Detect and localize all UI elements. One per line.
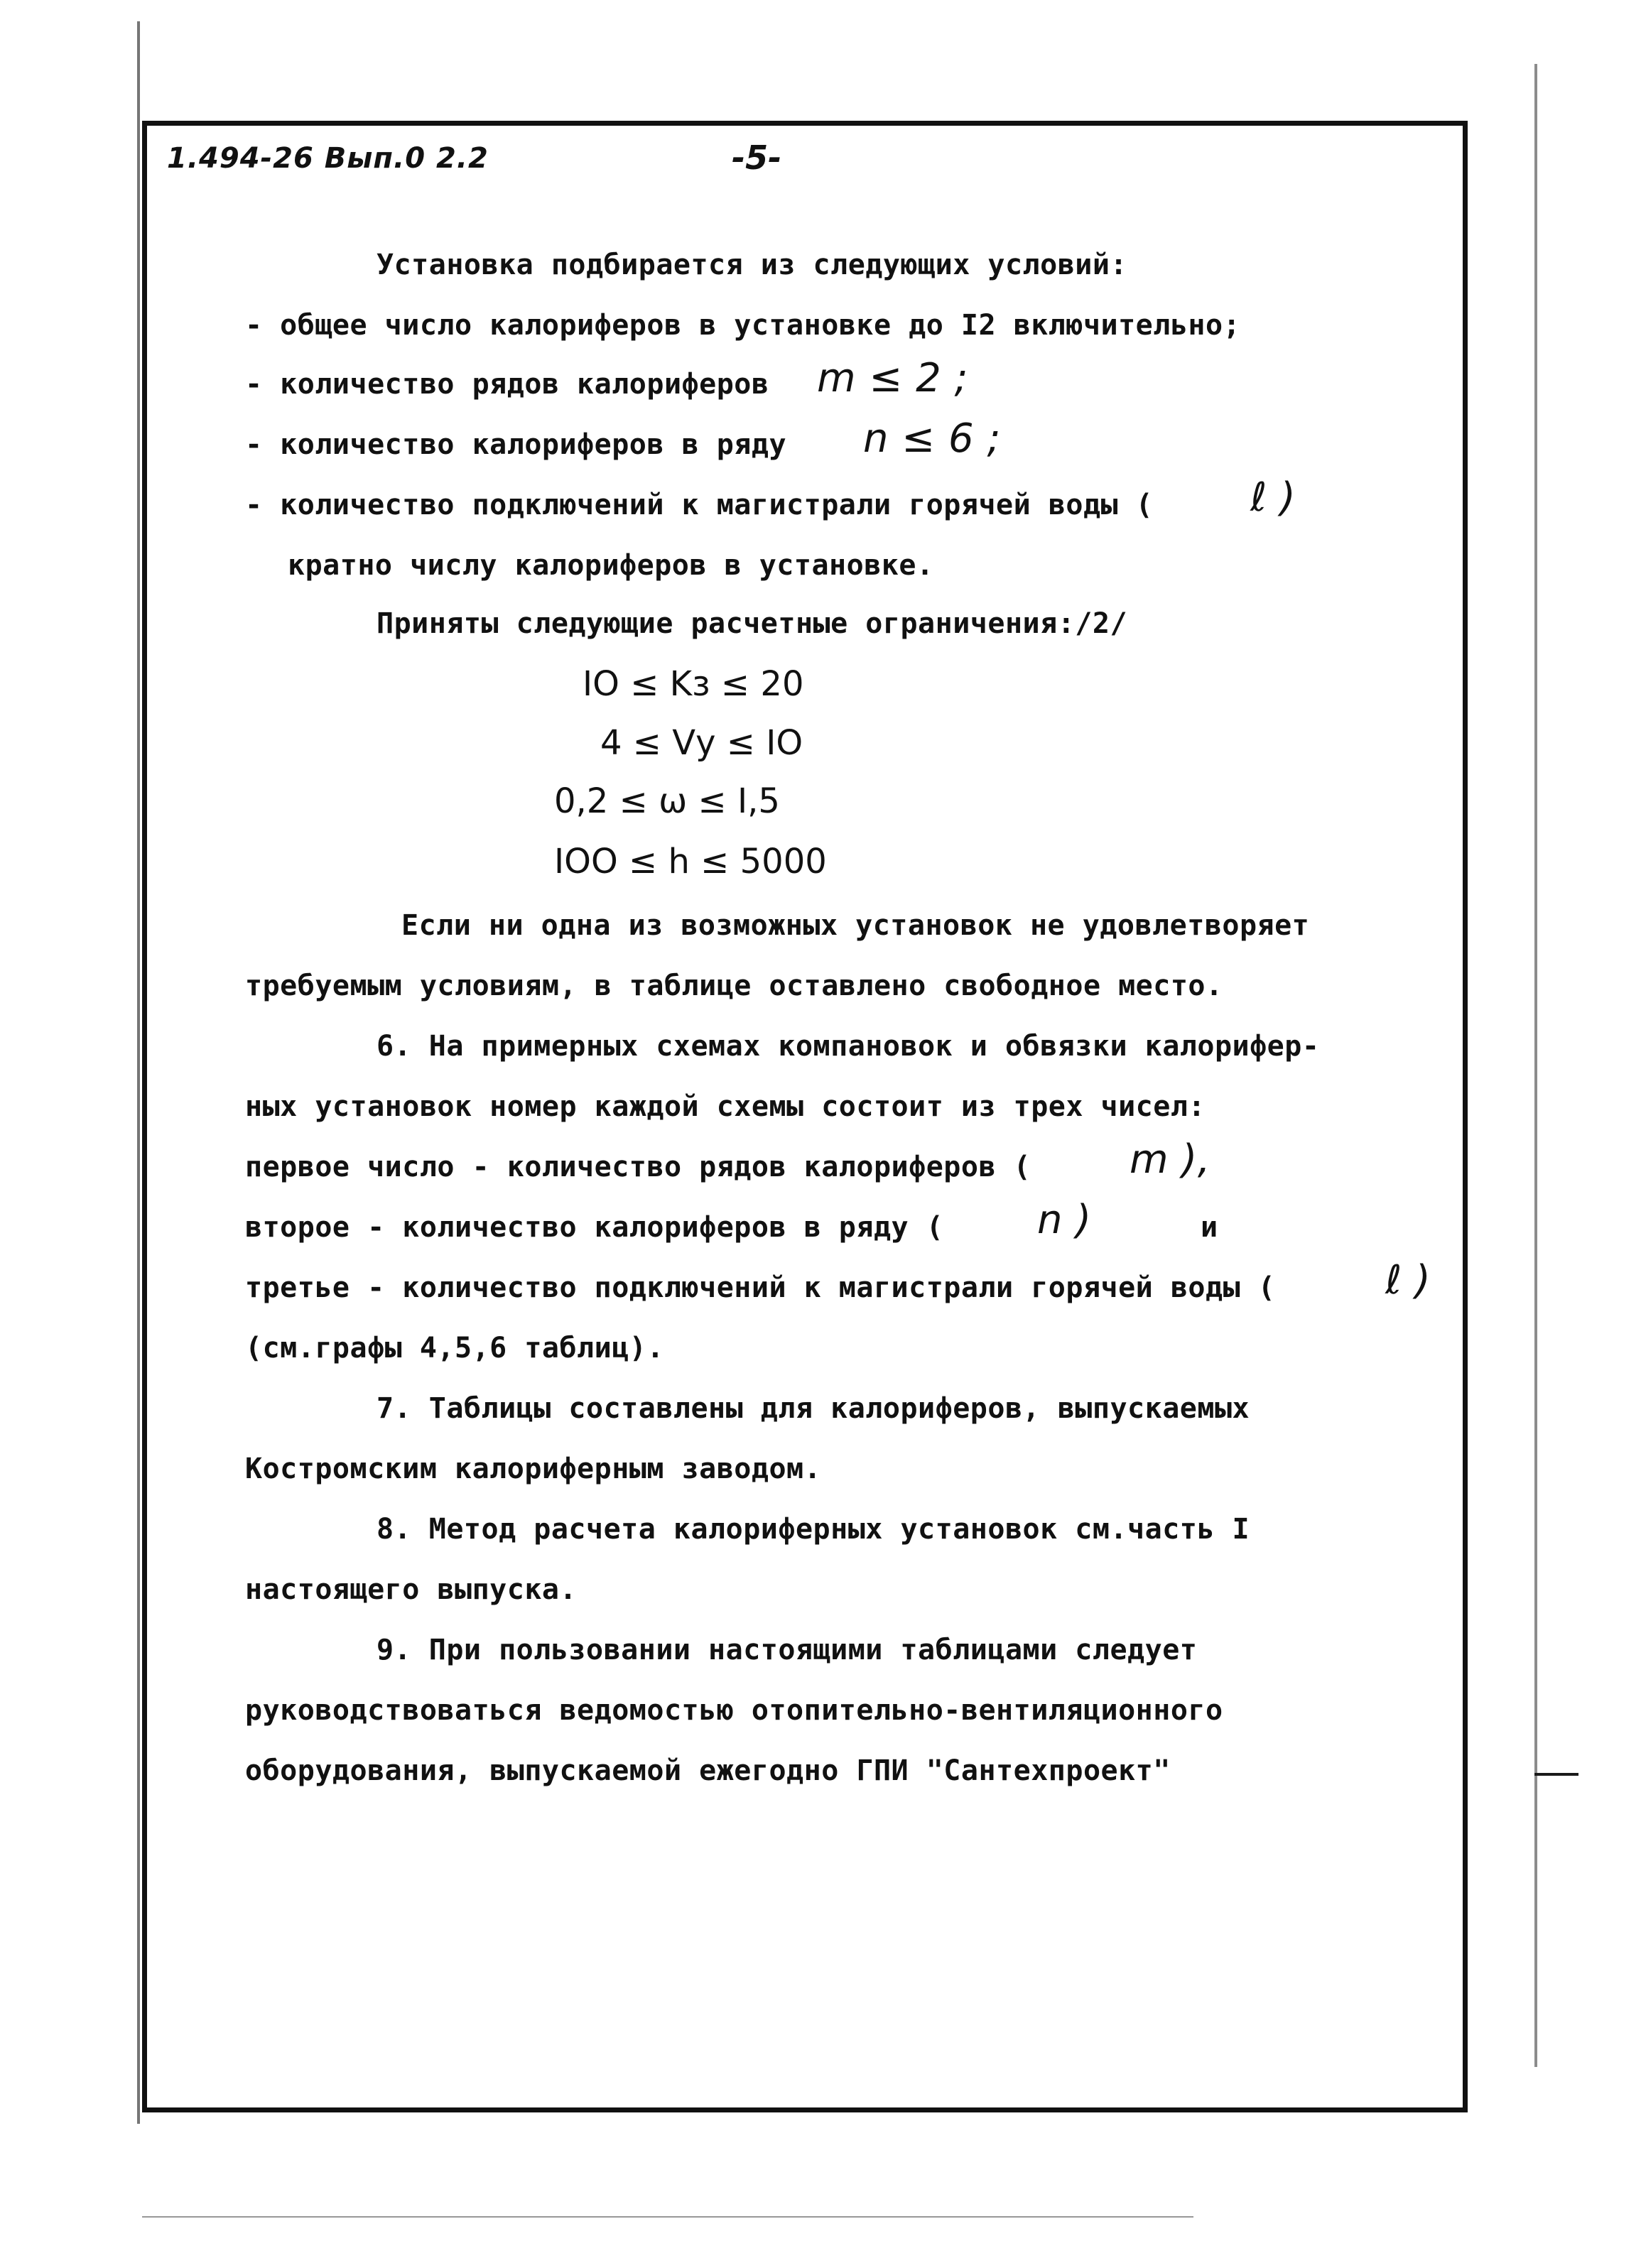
scan-edge-right: [1534, 64, 1537, 2067]
para-7-line-1: 7. Таблицы составлены для калориферов, выпускаемых: [377, 1392, 1250, 1425]
para-6-mark-n: n ): [1037, 1197, 1092, 1243]
para-6-line-3: первое число - количество рядов калориферов (: [245, 1151, 1031, 1183]
para-6-line-2: ных установок номер каждой схемы состоит из трех чисел:: [245, 1090, 1206, 1123]
document-code: 1.494-26 Вып.0 2.2: [167, 142, 489, 175]
para-9-line-3: оборудования, выпускаемой ежегодно ГПИ "Сантехпроект": [245, 1754, 1171, 1787]
limit-kz: IO ≤ Kз ≤ 20: [583, 664, 804, 704]
para-7-line-2: Костромским калориферным заводом.: [245, 1453, 822, 1485]
scan-mark-right: [1534, 1773, 1578, 1776]
para-6-line-5: третье - количество подключений к магистрали горячей воды (: [245, 1271, 1276, 1304]
para-free-line-1: Если ни одна из возможных установок не удовлетворяет: [401, 909, 1310, 942]
para-6-line-6: (см.графы 4,5,6 таблиц).: [245, 1332, 664, 1364]
intro-line: Установка подбирается из следующих условий:: [377, 249, 1128, 281]
para-8-line-2: настоящего выпуска.: [245, 1573, 578, 1606]
page-number: -5-: [732, 139, 782, 177]
para-6-line-1: 6. На примерных схемах компановок и обвязки калорифер-: [377, 1030, 1320, 1063]
limit-omega: 0,2 ≤ ω ≤ I,5: [554, 781, 780, 821]
para-9-line-1: 9. При пользовании настоящими таблицами следует: [377, 1634, 1198, 1666]
para-6-mark-m: m ),: [1130, 1136, 1211, 1183]
para-6-mark-and: и: [1201, 1211, 1218, 1244]
condition-line-2: - количество рядов калориферов: [245, 368, 769, 401]
para-8-line-1: 8. Метод расчета калориферных установок см.часть I: [377, 1513, 1250, 1546]
condition-mark-rows: m ≤ 2 ;: [817, 355, 968, 401]
limits-title: Приняты следующие расчетные ограничения:/2/: [377, 607, 1128, 640]
condition-line-3: - количество калориферов в ряду: [245, 428, 787, 461]
para-free-line-2: требуемым условиям, в таблице оставлено свободное место.: [245, 970, 1223, 1002]
para-6-mark-l: ℓ ): [1385, 1257, 1431, 1303]
condition-mark-per-row: n ≤ 6 ;: [863, 416, 1001, 462]
para-6-line-4: второе - количество калориферов в ряду (: [245, 1211, 944, 1244]
condition-line-1: - общее число калориферов в установке до I2 включительно;: [245, 309, 1241, 342]
scan-edge-bottom: [142, 2216, 1193, 2218]
condition-line-4: - количество подключений к магистрали горячей воды (: [245, 489, 1154, 521]
scan-edge-left: [137, 21, 140, 2124]
para-9-line-2: руководствоваться ведомостью отопительно-вентиляционного: [245, 1694, 1223, 1727]
limit-vy: 4 ≤ Vу ≤ IO: [600, 723, 803, 763]
condition-mark-connections: ℓ ): [1250, 474, 1296, 521]
condition-line-5: кратно числу калориферов в установке.: [288, 549, 934, 582]
limit-h: IOO ≤ h ≤ 5000: [554, 842, 827, 881]
